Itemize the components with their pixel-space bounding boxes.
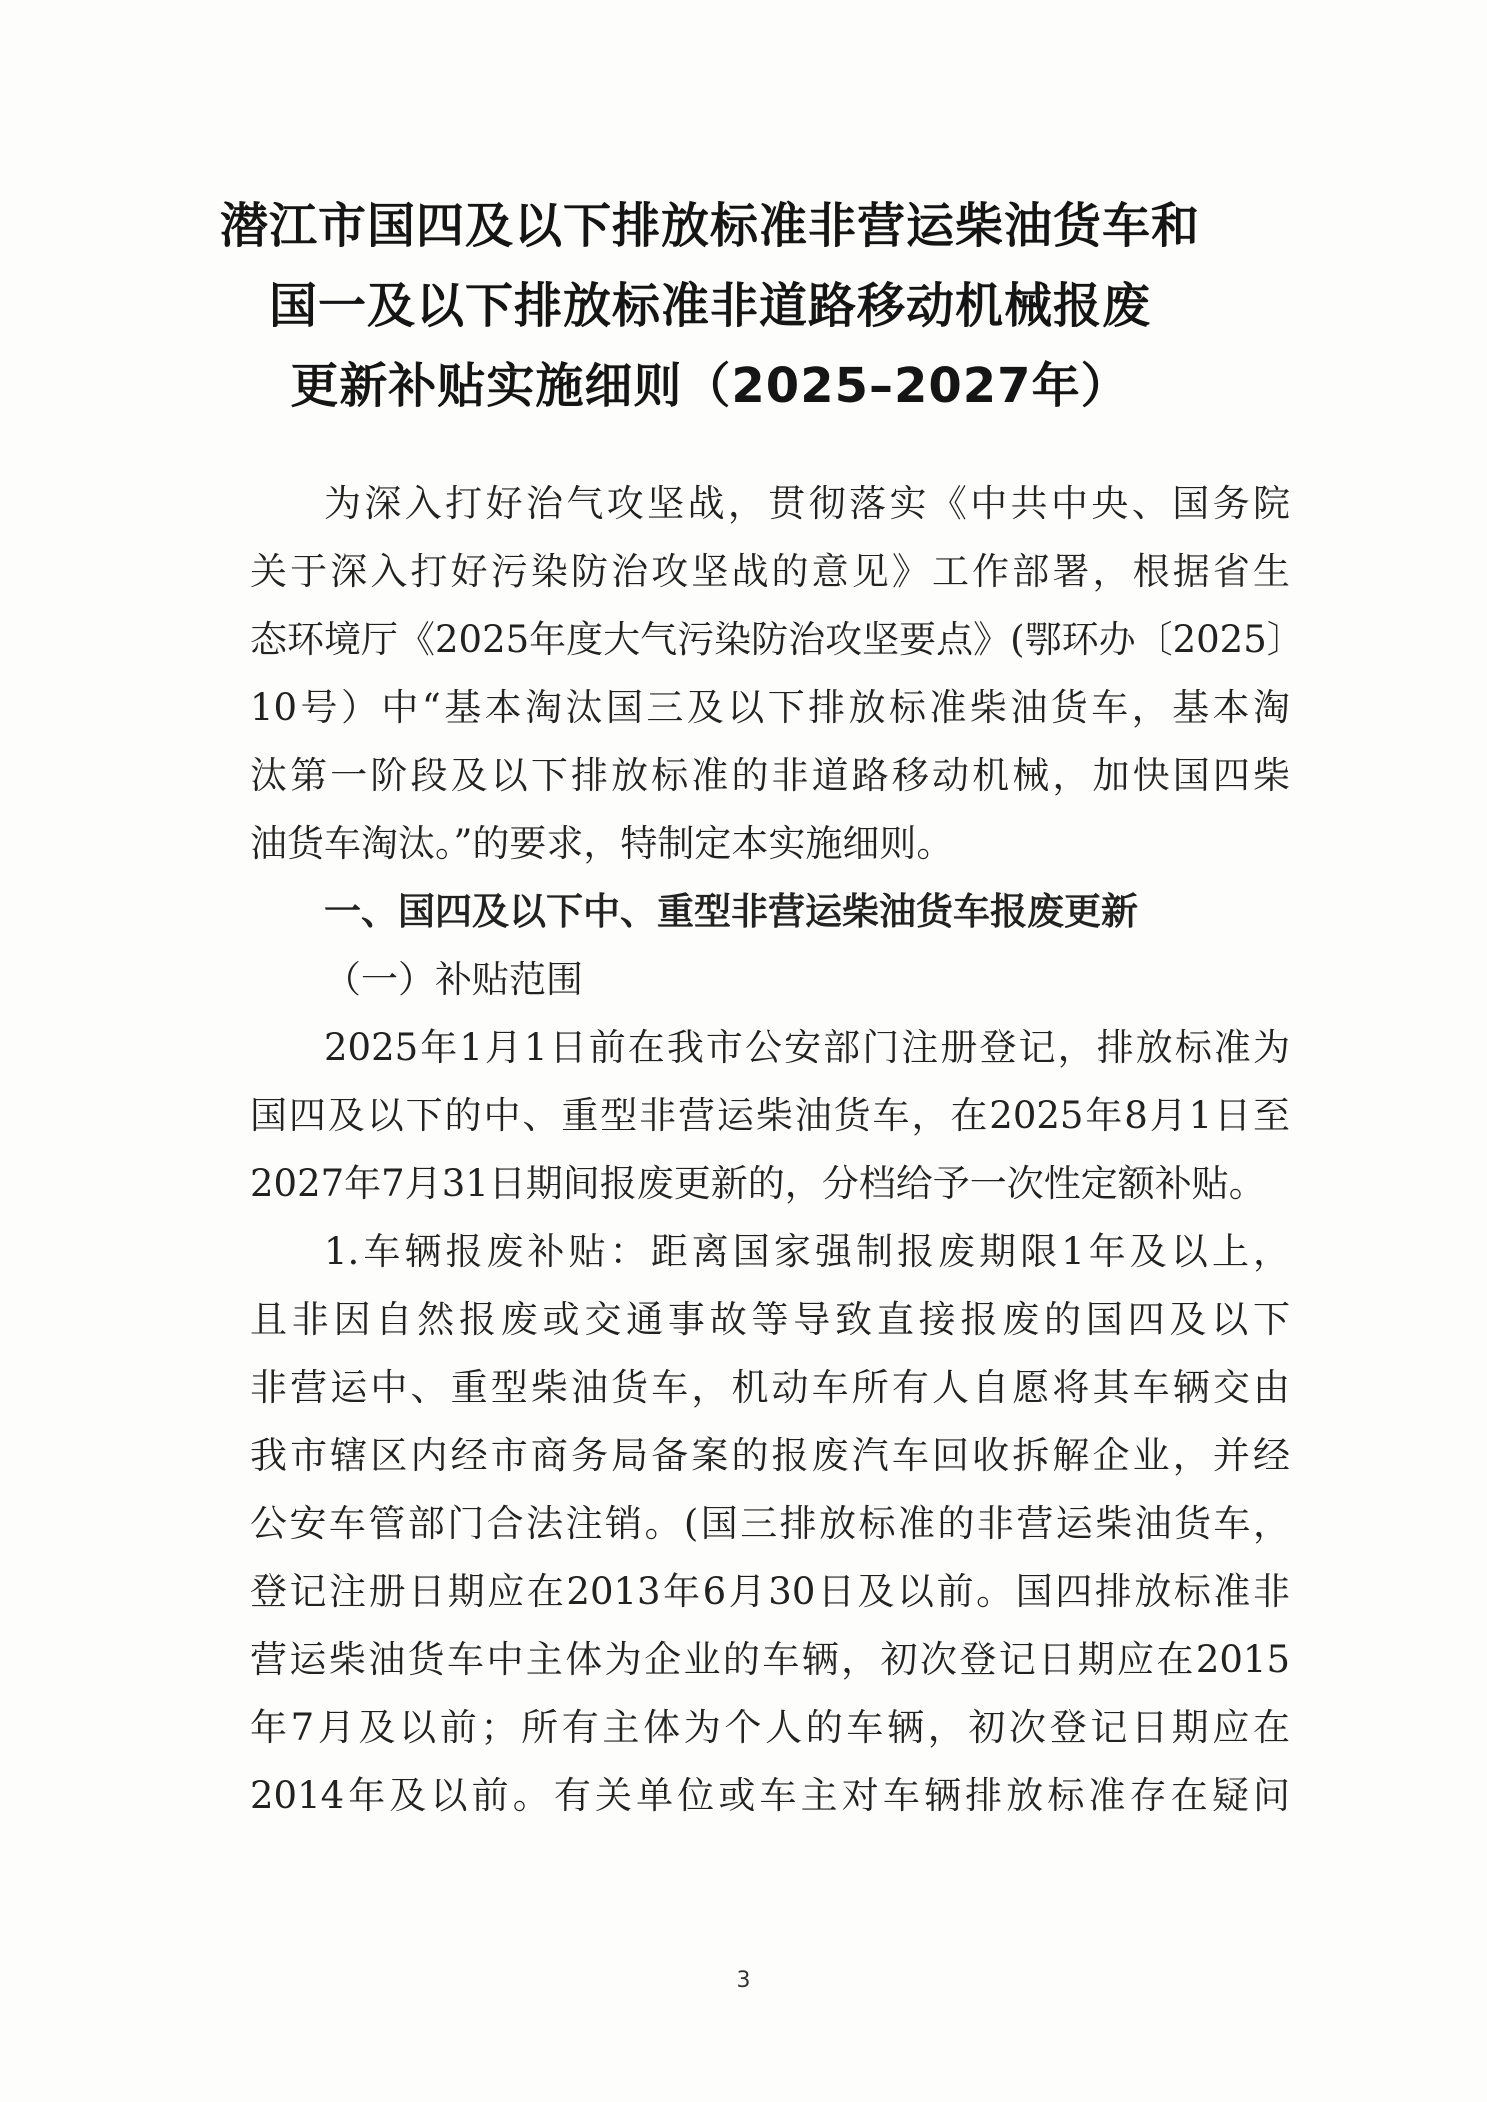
intro-paragraph-line: 态环境厅《2025年度大气污染防治攻坚要点》(鄂环办〔2025〕 [250, 618, 1304, 661]
scope-paragraph-line: 2025年1月1日前在我市公安部门注册登记，排放标准为 [324, 1026, 1290, 1069]
intro-paragraph-line: 关于深入打好污染防治攻坚战的意见》工作部署，根据省生 [250, 550, 1290, 593]
title-line: 潜江市国四及以下排放标准非营运柴油货车和 [219, 198, 1200, 254]
scope-paragraph-line: 国四及以下的中、重型非营运柴油货车，在2025年8月1日至 [250, 1094, 1290, 1137]
scope-paragraph-line: 2027年7月31日期间报废更新的，分档给予一次性定额补贴。 [250, 1162, 1266, 1205]
intro-paragraph-line: 汰第一阶段及以下排放标准的非道路移动机械，加快国四柴 [250, 754, 1290, 797]
document-body [250, 470, 1304, 1830]
page-number: 3 [736, 1968, 751, 1993]
title-line: 更新补贴实施细则（2025–2027年） [290, 358, 1130, 414]
item-paragraph-line: 2014年及以前。有关单位或车主对车辆排放标准存在疑问 [250, 1774, 1290, 1817]
item-paragraph-line: 1.车辆报废补贴：距离国家强制报废期限1年及以上， [324, 1230, 1290, 1273]
item-paragraph-line: 我市辖区内经市商务局备案的报废汽车回收拆解企业，并经 [250, 1434, 1290, 1477]
title-line: 国一及以下排放标准非道路移动机械报废 [268, 278, 1151, 334]
item-paragraph-line: 非营运中、重型柴油货车，机动车所有人自愿将其车辆交由 [250, 1366, 1290, 1409]
intro-paragraph-line: 为深入打好治气攻坚战，贯彻落实《中共中央、国务院 [324, 482, 1290, 525]
subsection-heading: （一）补贴范围 [324, 958, 583, 1001]
item-paragraph-line: 公安车管部门合法注销。(国三排放标准的非营运柴油货车， [250, 1502, 1290, 1545]
document-title [160, 186, 1260, 426]
section-heading: 一、国四及以下中、重型非营运柴油货车报废更新 [324, 890, 1138, 933]
item-paragraph-line: 营运柴油货车中主体为企业的车辆，初次登记日期应在2015 [250, 1638, 1290, 1681]
item-paragraph-line: 登记注册日期应在2013年6月30日及以前。国四排放标准非 [250, 1570, 1290, 1613]
intro-paragraph-line: 油货车淘汰。”的要求，特制定本实施细则。 [250, 822, 954, 865]
item-paragraph-line: 且非因自然报废或交通事故等导致直接报废的国四及以下 [250, 1298, 1290, 1341]
item-paragraph-line: 年7月及以前；所有主体为个人的车辆，初次登记日期应在 [250, 1706, 1290, 1749]
intro-paragraph-line: 10号）中“基本淘汰国三及以下排放标准柴油货车，基本淘 [250, 686, 1290, 729]
